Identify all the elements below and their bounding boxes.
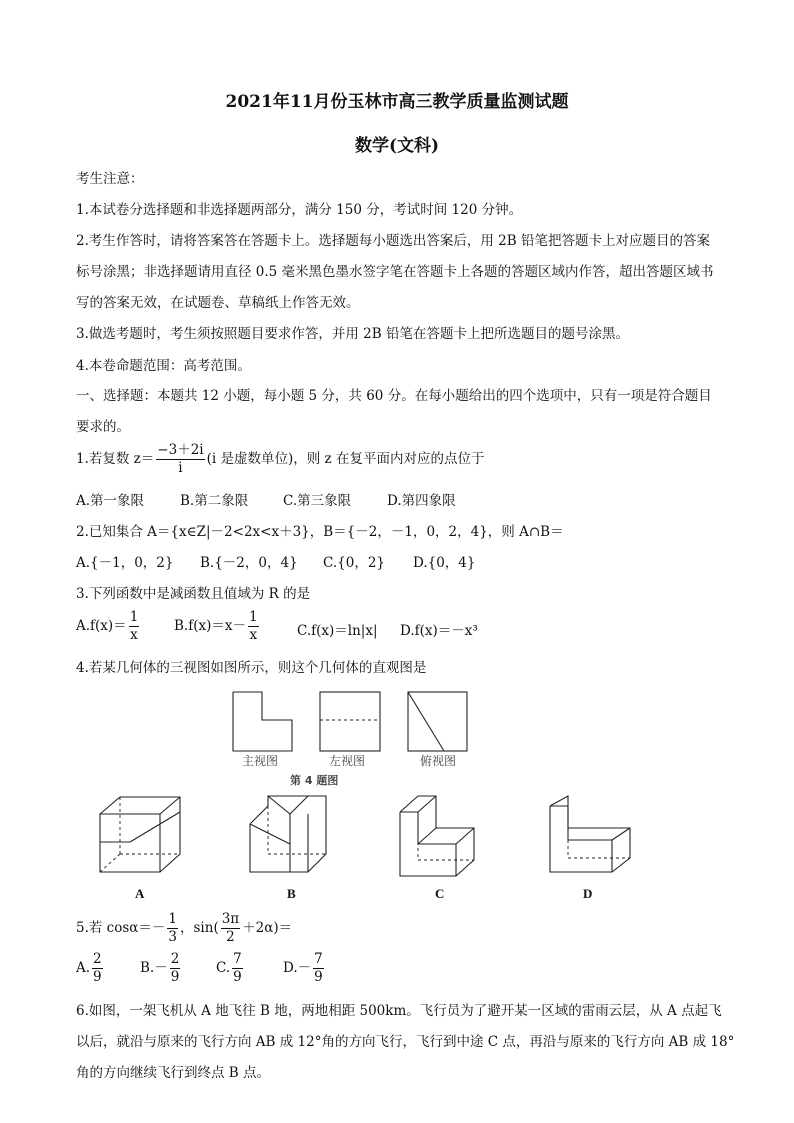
q5-b-fraction — [170, 951, 181, 986]
q5-a-fraction — [92, 951, 103, 986]
q5-d-pre: D.－ — [283, 960, 312, 976]
q3-option-c: C.f(x)＝ln|x| — [297, 623, 378, 639]
solid-c-label: C — [435, 886, 445, 901]
question-2-stem: 2.已知集合 A＝{x∈Z|－2<2x<x＋3}，B＝{－2，－1，0，2，4}，则 A∩B＝ — [76, 524, 564, 540]
notice-item-2-line-3: 写的答案无效，在试题卷、草稿纸上作答无效。 — [76, 295, 360, 311]
q5-a-pre: A. — [76, 960, 91, 976]
q1-option-b: B.第二象限 — [180, 493, 249, 509]
q3-a-num: 1 — [129, 609, 139, 625]
solid-a-label: A — [135, 886, 145, 901]
q1-fraction-den: i — [178, 460, 183, 476]
question-1-stem — [76, 442, 484, 477]
solid-c-drawing — [400, 796, 474, 876]
front-view-outline — [233, 692, 292, 751]
q5-d-num: 7 — [314, 951, 323, 967]
figure-4-caption: 第 4 题图 — [290, 774, 339, 787]
q3-a-den: x — [130, 627, 138, 643]
q1-fraction-num: −3＋2i — [157, 442, 204, 458]
q5-c-pre: C. — [216, 960, 231, 976]
q2-option-d: D.{0，4} — [413, 555, 476, 571]
question-6-line-2: 以后，就沿与原来的飞行方向 AB 成 12°角的方向飞行，飞行到中途 C 点，再沿与原来的飞行方向 AB 成 18° — [76, 1034, 735, 1050]
q3-option-a — [76, 609, 141, 644]
q5-mid: ，sin( — [180, 920, 219, 936]
q5-f1-den: 3 — [168, 929, 177, 945]
question-6-line-1: 6.如图，一架飞机从 A 地飞往 B 地，两地相距 500km。飞行员为了避开某一区域的雷雨云层，从 A 点起飞 — [76, 1003, 722, 1019]
q5-fraction-2 — [221, 911, 240, 946]
notice-item-2-line-1: 2.考生作答时，请将答案答在答题卡上。选择题每小题选出答案后，用 2B 铅笔把答题卡上对应题目的答案 — [76, 233, 710, 249]
solid-a-drawing — [100, 797, 180, 872]
top-view-diagonal — [408, 692, 444, 751]
q5-c-fraction — [232, 951, 243, 986]
q3-option-b — [174, 609, 261, 644]
question-4-stem: 4.若某几何体的三视图如图所示，则这个几何体的直观图是 — [76, 660, 427, 676]
question-5-stem — [76, 911, 292, 946]
q5-option-c — [216, 951, 245, 986]
left-view-outline — [320, 692, 380, 751]
q3-a-fraction — [129, 609, 140, 644]
q1-option-a: A.第一象限 — [76, 493, 145, 509]
q1-post: (i 是虚数单位)，则 z 在复平面内对应的点位于 — [206, 451, 485, 467]
q5-b-den: 9 — [170, 969, 180, 985]
q3-b-num: 1 — [248, 609, 258, 625]
q5-c-den: 9 — [233, 969, 242, 985]
q3-b-fraction — [248, 609, 259, 644]
solid-b-label: B — [287, 886, 296, 901]
section-1-line-1: 一、选择题：本题共 12 小题，每小题 5 分，共 60 分。在每小题给出的四个选项中，只有一项是符合题目 — [76, 388, 712, 404]
q2-option-b: B.{－2，0，4} — [200, 555, 298, 571]
q3-b-den: x — [249, 627, 258, 643]
q5-c-num: 7 — [233, 951, 242, 967]
notice-item-3: 3.做选考题时，考生须按照题目要求作答，并用 2B 铅笔在答题卡上把所选题目的题号涂黑。 — [76, 326, 629, 342]
solid-b-drawing — [250, 796, 326, 872]
q1-option-c: C.第三象限 — [283, 493, 352, 509]
q2-option-c: C.{0，2} — [323, 555, 385, 571]
three-view-figure — [225, 684, 485, 789]
q5-d-fraction — [313, 951, 324, 986]
q1-pre: 1.若复数 z＝ — [76, 451, 155, 467]
notice-heading: 考生注意： — [76, 171, 144, 187]
question-3-stem: 3.下列函数中是减函数且值域为 R 的是 — [76, 586, 311, 602]
solid-options-figure — [90, 792, 650, 884]
q3-b-pre: B.f(x)＝x－ — [174, 618, 246, 634]
top-view-label: 俯视图 — [420, 754, 457, 768]
solid-d-label: D — [583, 886, 593, 901]
q5-a-num: 2 — [93, 951, 102, 967]
q5-option-a — [76, 951, 105, 986]
q5-d-den: 9 — [314, 969, 323, 985]
question-6-line-3: 角的方向继续飞行到终点 B 点。 — [76, 1065, 271, 1081]
top-view-outline — [408, 692, 467, 751]
q5-f1-num: 1 — [168, 911, 177, 927]
q5-fraction-1 — [167, 911, 178, 946]
notice-item-1: 1.本试卷分选择题和非选择题两部分，满分 150 分，考试时间 120 分钟。 — [76, 202, 523, 218]
section-1-line-2: 要求的。 — [76, 419, 130, 435]
q3-option-d: D.f(x)＝－x³ — [400, 623, 478, 639]
q5-f2-num: 3π — [221, 911, 240, 927]
q5-a-den: 9 — [93, 969, 102, 985]
solid-d-drawing — [550, 796, 630, 872]
q2-option-a: A.{－1，0，2} — [76, 555, 174, 571]
page-subtitle: 数学(文科) — [354, 136, 440, 156]
q5-post: ＋2α)＝ — [242, 920, 293, 936]
page-title: 2021年11月份玉林市高三教学质量监测试题 — [225, 92, 569, 112]
q5-option-b — [140, 951, 182, 986]
q5-f2-den: 2 — [226, 929, 235, 945]
q3-a-pre: A.f(x)＝ — [76, 618, 127, 634]
q1-fraction — [156, 442, 204, 477]
notice-item-2-line-2: 标号涂黑；非选择题请用直径 0.5 毫米黑色墨水签字笔在答题卡上各题的答题区域内作答，超出答题区域书 — [76, 264, 714, 280]
q5-b-num: 2 — [170, 951, 180, 967]
side-view-label: 左视图 — [329, 754, 366, 768]
q5-pre: 5.若 cosα＝－ — [76, 920, 166, 936]
q5-b-pre: B.－ — [140, 960, 168, 976]
notice-item-4: 4.本卷命题范围：高考范围。 — [76, 358, 251, 374]
front-view-label: 主视图 — [242, 754, 279, 768]
q5-option-d — [283, 951, 326, 986]
q1-option-d: D.第四象限 — [387, 493, 456, 509]
